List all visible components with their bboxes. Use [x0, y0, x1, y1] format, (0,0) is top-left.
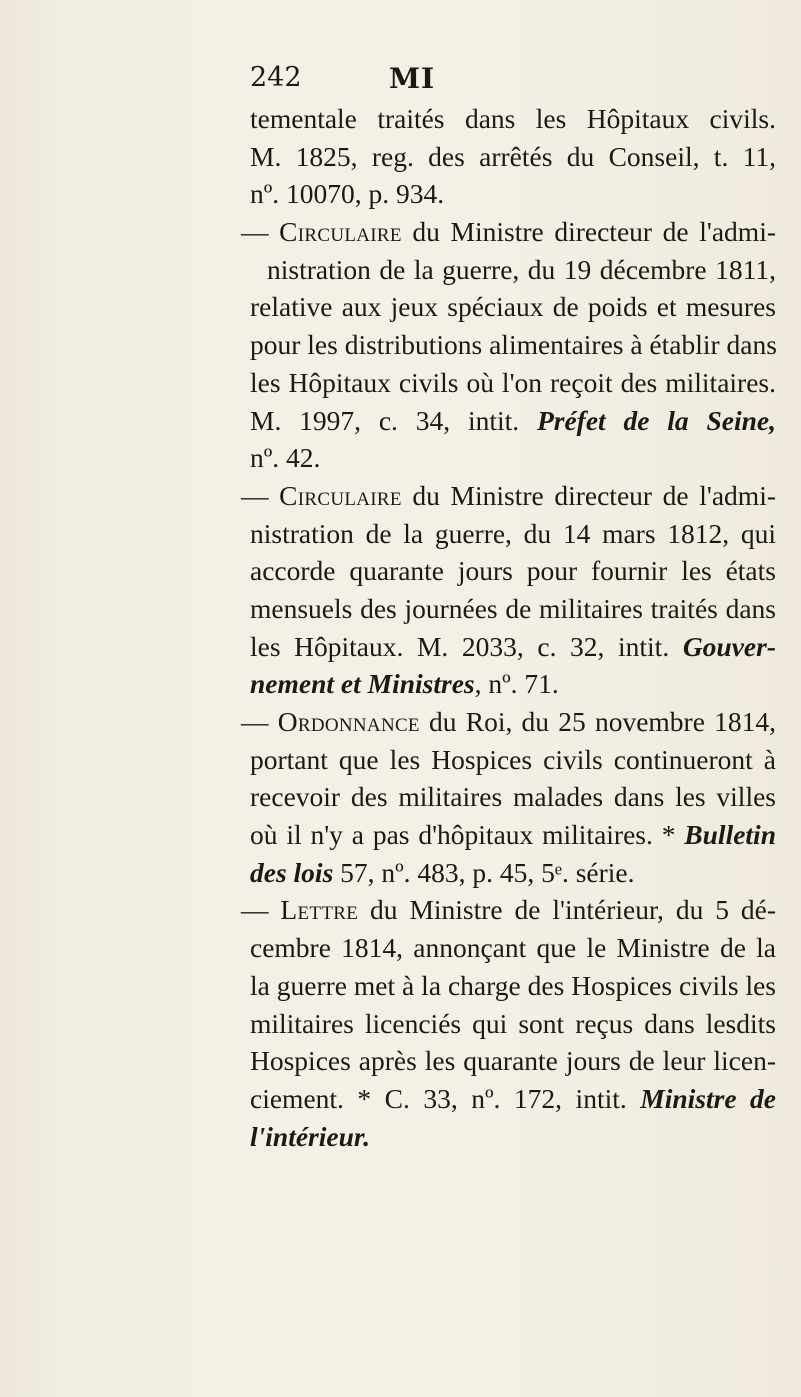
running-head — [0, 62, 801, 102]
text-line: nement et Ministres, nº. 71. — [250, 668, 559, 700]
text-line: où il n'y a pas d'hôpitaux militaires. * Bulletin — [250, 819, 776, 851]
entry-circulaire-1812-heading: — Circulaire du Ministre directeur de l'admi- — [241, 479, 776, 511]
text-line: l'intérieur. — [250, 1120, 370, 1152]
page-number: 242 — [250, 62, 302, 93]
text-line: portant que les Hospices civils continueront à — [250, 743, 776, 775]
entry-ordonnance-1814-heading: — Ordonnance du Roi, du 25 novembre 1814, — [241, 706, 776, 737]
running-head-word: MI — [389, 62, 436, 95]
text-line: ciement. * C. 33, nº. 172, intit. Ministre de — [250, 1082, 776, 1114]
text-line: M. 1825, reg. des arrêtés du Conseil, t. 11, — [250, 140, 776, 172]
text-line: nº. 10070, p. 934. — [250, 178, 445, 210]
text-line: les Hôpitaux. M. 2033, c. 32, intit. Gouver- — [250, 630, 776, 662]
text-line: nistration de la guerre, du 14 mars 1812, qui — [250, 517, 776, 549]
text-line: recevoir des militaires malades dans les villes — [250, 781, 776, 813]
text-line: Hospices après les quarante jours de leur licen- — [250, 1045, 776, 1077]
text-line: cembre 1814, annonçant que le Ministre de la — [250, 932, 776, 964]
text-line: relative aux jeux spéciaux de poids et mesures — [250, 291, 776, 323]
entry-lettre-1814-heading: — Lettre du Ministre de l'intérieur, du 5 dé- — [241, 894, 777, 926]
text-line: M. 1997, c. 34, intit. Préfet de la Seine, — [250, 404, 776, 436]
text-line: nº. 42. — [250, 442, 321, 474]
text-line: les Hôpitaux civils où l'on reçoit des militaires. — [250, 366, 776, 398]
text-line: nistration de la guerre, du 19 décembre 1811, — [267, 253, 776, 285]
text-line: des lois 57, nº. 483, p. 45, 5ᵉ. série. — [250, 856, 635, 888]
body-text — [241, 100, 777, 1155]
entry-circulaire-1811-heading: — Circulaire du Ministre directeur de l'admi- — [241, 216, 776, 248]
text-line: militaires licenciés qui sont reçus dans lesdits — [250, 1007, 776, 1039]
text-line: tementale traités dans les Hôpitaux civils. — [250, 103, 776, 134]
text-line: pour les distributions alimentaires à établir dans — [250, 329, 777, 361]
text-line: accorde quarante jours pour fournir les états — [250, 555, 776, 587]
text-line: mensuels des journées de militaires traités dans — [250, 592, 776, 624]
text-line: la guerre met à la charge des Hospices civils les — [250, 969, 776, 1001]
